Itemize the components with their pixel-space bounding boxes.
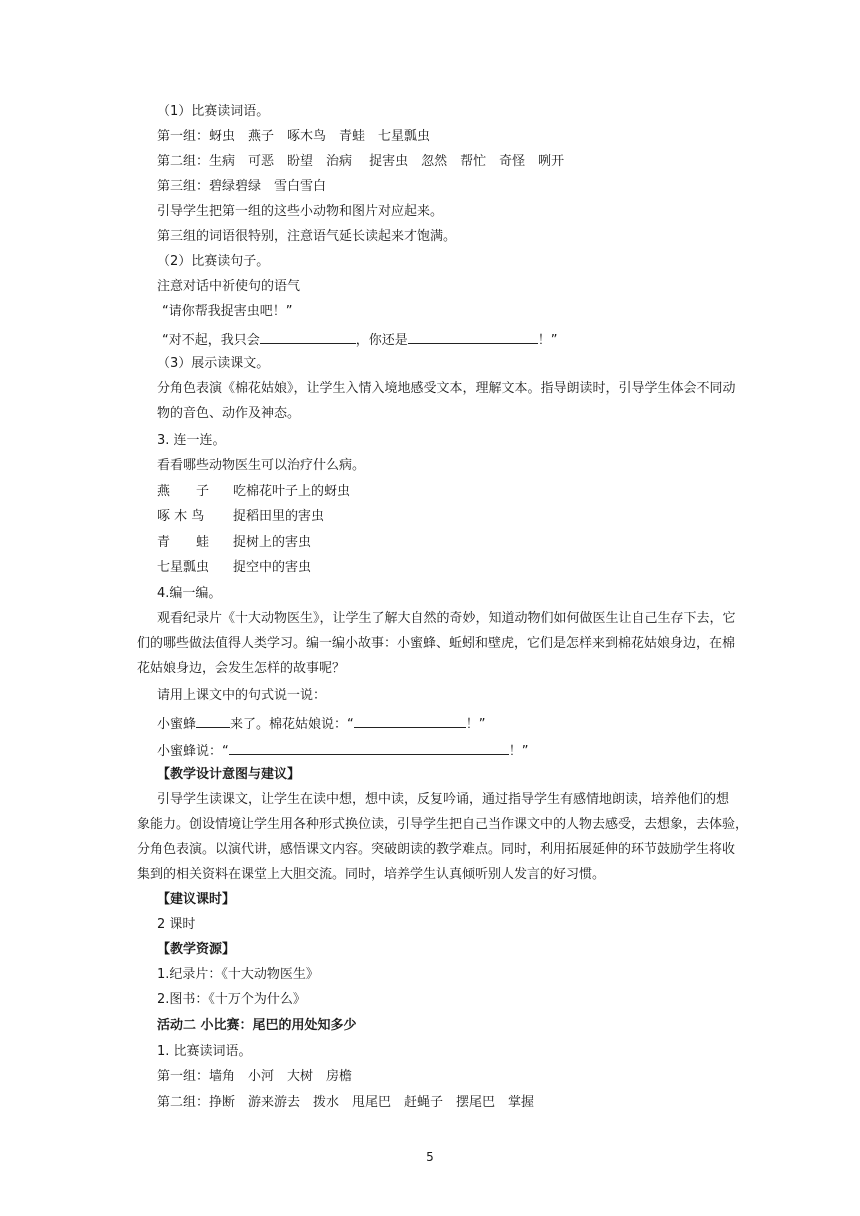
line-resource-2: 2.图书：《十万个为什么》 (157, 992, 306, 1007)
bee-suffix: ！” (465, 717, 486, 732)
line-documentary-cont: 们的哪些做法值得人类学习。编一编小故事：小蜜蜂、蚯蚓和壁虎，它们是怎样来到棉花姑娘身边，在棉 (137, 636, 736, 651)
match-row (157, 507, 324, 527)
match-animal: 七星瓢虫 (157, 560, 210, 575)
fill-blank (260, 329, 356, 344)
line-design-2: 象能力。创设情境让学生用各种形式换位读，引导学生把自己当作课文中的人物去感受，去想象，去体验， (137, 817, 749, 832)
line-design-3: 分角色表演。以演代讲，感悟课文内容。突破朗读的教学难点。同时，利用拓展延伸的环节鼓励学生将收 (137, 842, 736, 857)
line-imperative-note: 注意对话中祈使句的语气 (157, 279, 301, 294)
line-compose: 4.编一编。 (157, 586, 222, 601)
match-row (157, 533, 311, 553)
match-animal: 啄 木 鸟 (157, 509, 205, 524)
bee-prefix: 小蜜蜂 (157, 717, 197, 732)
match-task: 吃棉花叶子上的蚜虫 (233, 484, 351, 499)
heading-suggested-hours: 【建议课时】 (157, 892, 236, 907)
line-compete-read-sentences: （2）比赛读句子。 (157, 254, 270, 269)
fill-blank (229, 740, 509, 755)
line-show-read: （3）展示读课文。 (157, 356, 270, 371)
bee-middle: 来了。棉花姑娘说：“ (230, 717, 354, 732)
line-group-three: 第三组：碧绿碧绿 雪白雪白 (157, 179, 327, 194)
heading-resources: 【教学资源】 (157, 942, 236, 957)
heading-activity-two: 活动二 小比赛：尾巴的用处知多少 (157, 1018, 357, 1033)
sorry-middle: ，你还是 (355, 333, 408, 348)
line-group-two: 第二组：生病 可恶 盼望 治病 捉害虫 忽然 帮忙 奇怪 咧开 (157, 154, 565, 169)
match-animal: 青 蛙 (157, 535, 210, 550)
line-hours: 2 课时 (157, 917, 196, 932)
heading-design-intent: 【教学设计意图与建议】 (157, 767, 301, 782)
line-group-three-note: 第三组的词语很特别，注意语气延长读起来才饱满。 (157, 229, 457, 244)
line-which-doctor: 看看哪些动物医生可以治疗什么病。 (157, 458, 366, 473)
line-quote-sorry (162, 329, 558, 351)
page-number: 5 (426, 1150, 434, 1164)
match-row (157, 482, 350, 502)
sorry-suffix: ！” (537, 333, 558, 348)
match-task: 捉树上的害虫 (233, 535, 312, 550)
line-bee-says (157, 740, 529, 762)
match-task: 捉空中的害虫 (233, 560, 312, 575)
line-design-4: 集到的相关资料在课堂上大胆交流。同时，培养学生认真倾听别人发言的好习惯。 (137, 867, 606, 882)
line-act2-group-two: 第二组：挣断 游来游去 拨水 甩尾巴 赶蝇子 摆尾巴 掌握 (157, 1095, 535, 1110)
line-resource-1: 1.纪录片：《十大动物医生》 (157, 967, 319, 982)
line-connect: 3. 连一连。 (157, 433, 226, 448)
line-role-play-cont: 物的音色、动作及神态。 (157, 406, 301, 421)
line-documentary: 观看纪录片《十大动物医生》，让学生了解大自然的奇妙，知道动物们如何做医生让自己生存下去，它 (157, 611, 736, 626)
line-act2-group-one: 第一组：墙角 小河 大树 房檐 (157, 1069, 353, 1084)
line-documentary-end: 花姑娘身边，会发生怎样的故事呢？ (137, 661, 346, 676)
match-animal: 燕 子 (157, 484, 210, 499)
line-use-pattern: 请用上课文中的句式说一说： (157, 688, 327, 703)
match-task: 捉稻田里的害虫 (233, 509, 325, 524)
fill-blank (196, 713, 230, 728)
bee-says-suffix: ！” (508, 744, 529, 759)
line-role-play: 分角色表演《棉花姑娘》，让学生入情入境地感受文本，理解文本。指导朗读时，引导学生体会不同动 (157, 381, 736, 396)
line-quote-catch-pests: “请你帮我捉害虫吧！” (162, 304, 293, 319)
match-row (157, 558, 311, 578)
line-bee-came (157, 713, 486, 735)
line-guide-match: 引导学生把第一组的这些小动物和图片对应起来。 (157, 204, 444, 219)
line-compete-read-words: （1）比赛读词语。 (157, 104, 270, 119)
line-compete-words: 1. 比赛读词语。 (157, 1044, 252, 1059)
fill-blank (408, 329, 538, 344)
line-group-one: 第一组：蚜虫 燕子 啄木鸟 青蛙 七星瓢虫 (157, 129, 431, 144)
bee-says-prefix: 小蜜蜂说：“ (157, 744, 229, 759)
line-design-1: 引导学生读课文，让学生在读中想，想中读，反复吟诵，通过指导学生有感情地朗读，培养他们的想 (157, 792, 730, 807)
fill-blank (354, 713, 466, 728)
sorry-prefix: “对不起，我只会 (162, 333, 260, 348)
